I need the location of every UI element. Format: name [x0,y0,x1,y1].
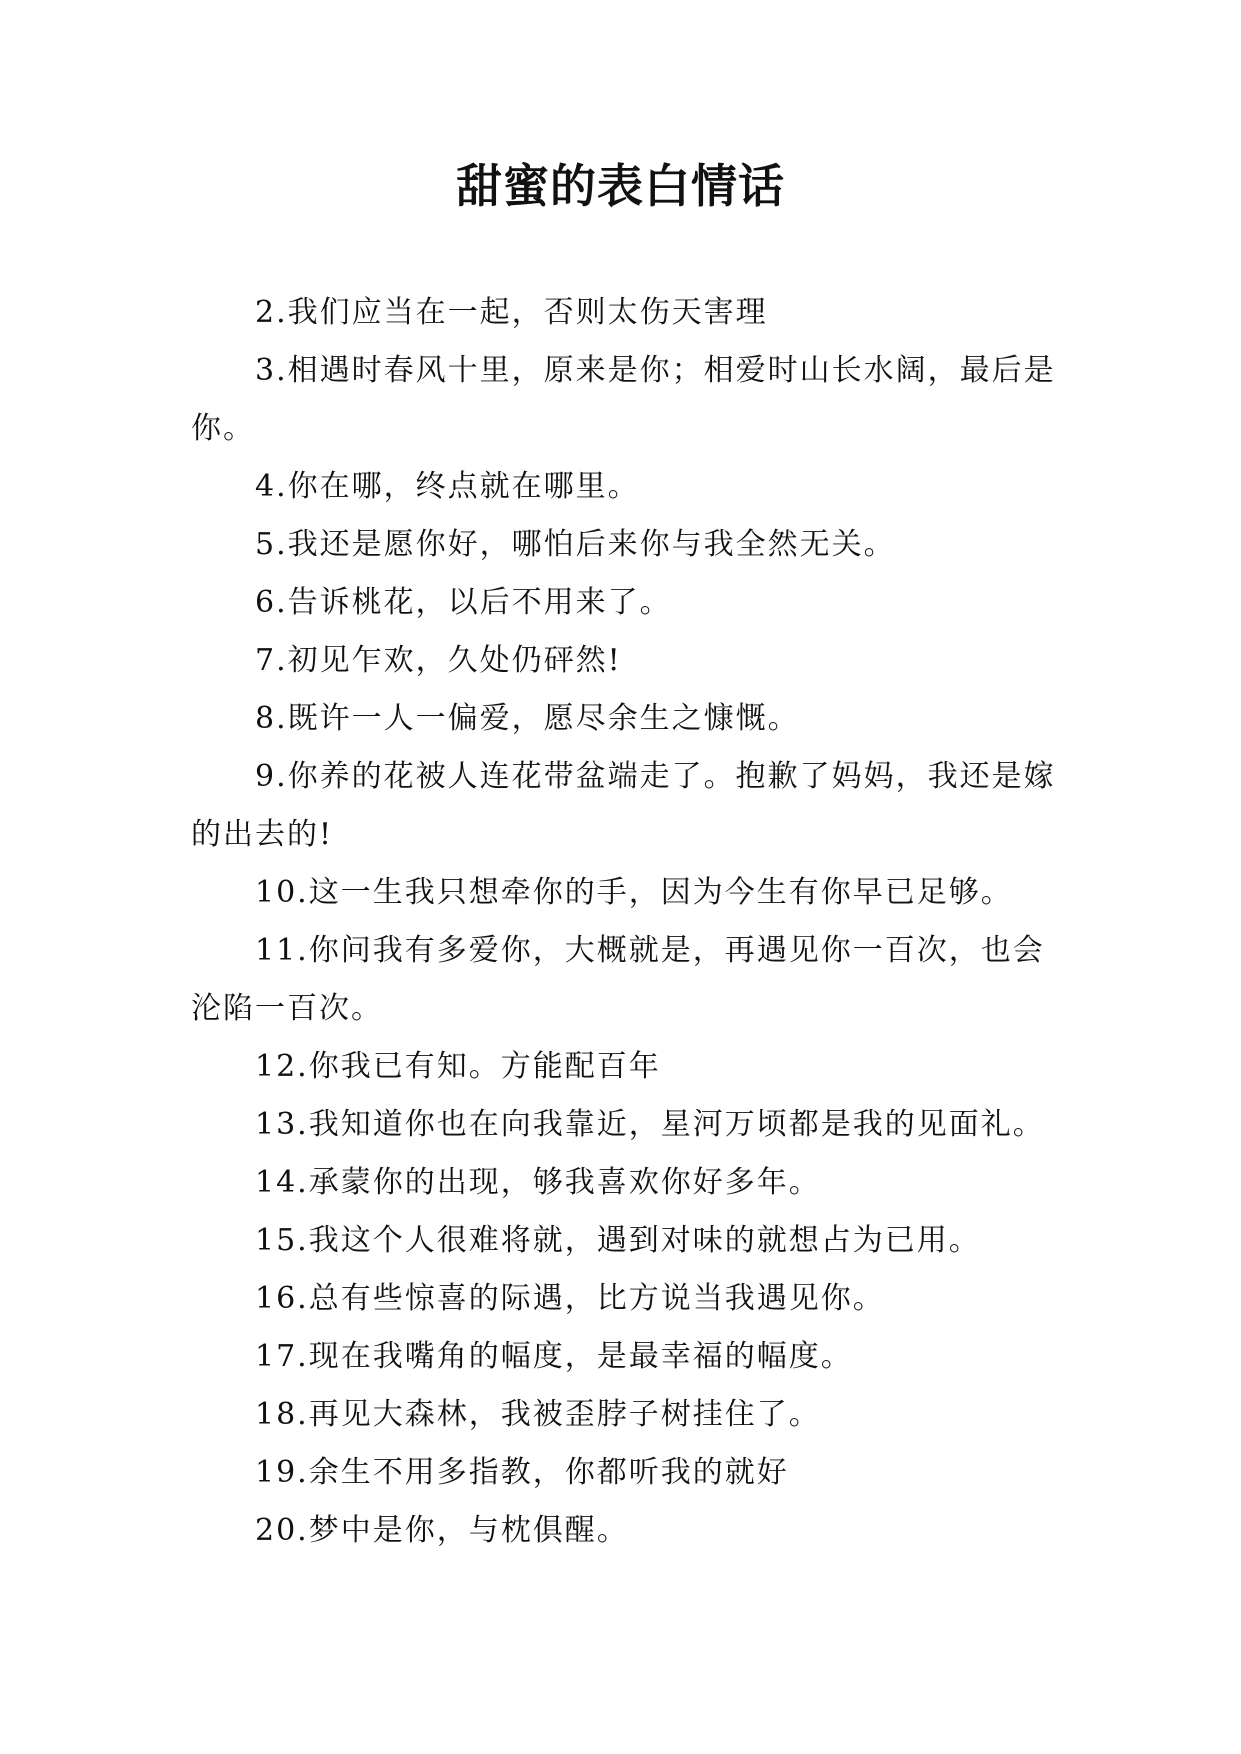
list-item: 5.我还是愿你好，哪怕后来你与我全然无关。 [255,527,896,562]
list-item: 9.你养的花被人连花带盆端走了。抱歉了妈妈，我还是嫁的出去的! [191,759,1056,852]
list-item: 15.我这个人很难将就，遇到对味的就想占为已用。 [255,1223,981,1258]
list-item: 17.现在我嘴角的幅度，是最幸福的幅度。 [255,1339,853,1374]
list-item: 19.余生不用多指教，你都听我的就好 [255,1455,789,1490]
list-item: 2.我们应当在一起，否则太伤天害理 [255,295,768,330]
list-item: 16.总有些惊喜的际遇，比方说当我遇见你。 [255,1281,885,1316]
list-item: 3.相遇时春风十里，原来是你；相爱时山长水阔，最后是你。 [191,353,1056,446]
document-title: 甜蜜的表白情话 [456,159,785,213]
list-item: 12.你我已有知。方能配百年 [255,1049,661,1084]
list-item: 7.初见乍欢，久处仍砰然! [255,643,622,678]
list-item: 18.再见大森林，我被歪脖子树挂住了。 [255,1397,821,1432]
list-item: 4.你在哪，终点就在哪里。 [255,469,640,504]
list-item: 20.梦中是你，与枕俱醒。 [255,1513,629,1548]
list-item: 13.我知道你也在向我靠近，星河万顷都是我的见面礼。 [255,1107,1045,1142]
list-item: 8.既许一人一偏爱，愿尽余生之慷慨。 [255,701,800,736]
list-item: 6.告诉桃花，以后不用来了。 [255,585,672,620]
document-body [191,284,1071,1560]
list-item: 10.这一生我只想牵你的手，因为今生有你早已足够。 [255,875,1013,910]
list-item: 11.你问我有多爱你，大概就是，再遇见你一百次，也会沦陷一百次。 [191,933,1045,1026]
list-item: 14.承蒙你的出现，够我喜欢你好多年。 [255,1165,821,1200]
